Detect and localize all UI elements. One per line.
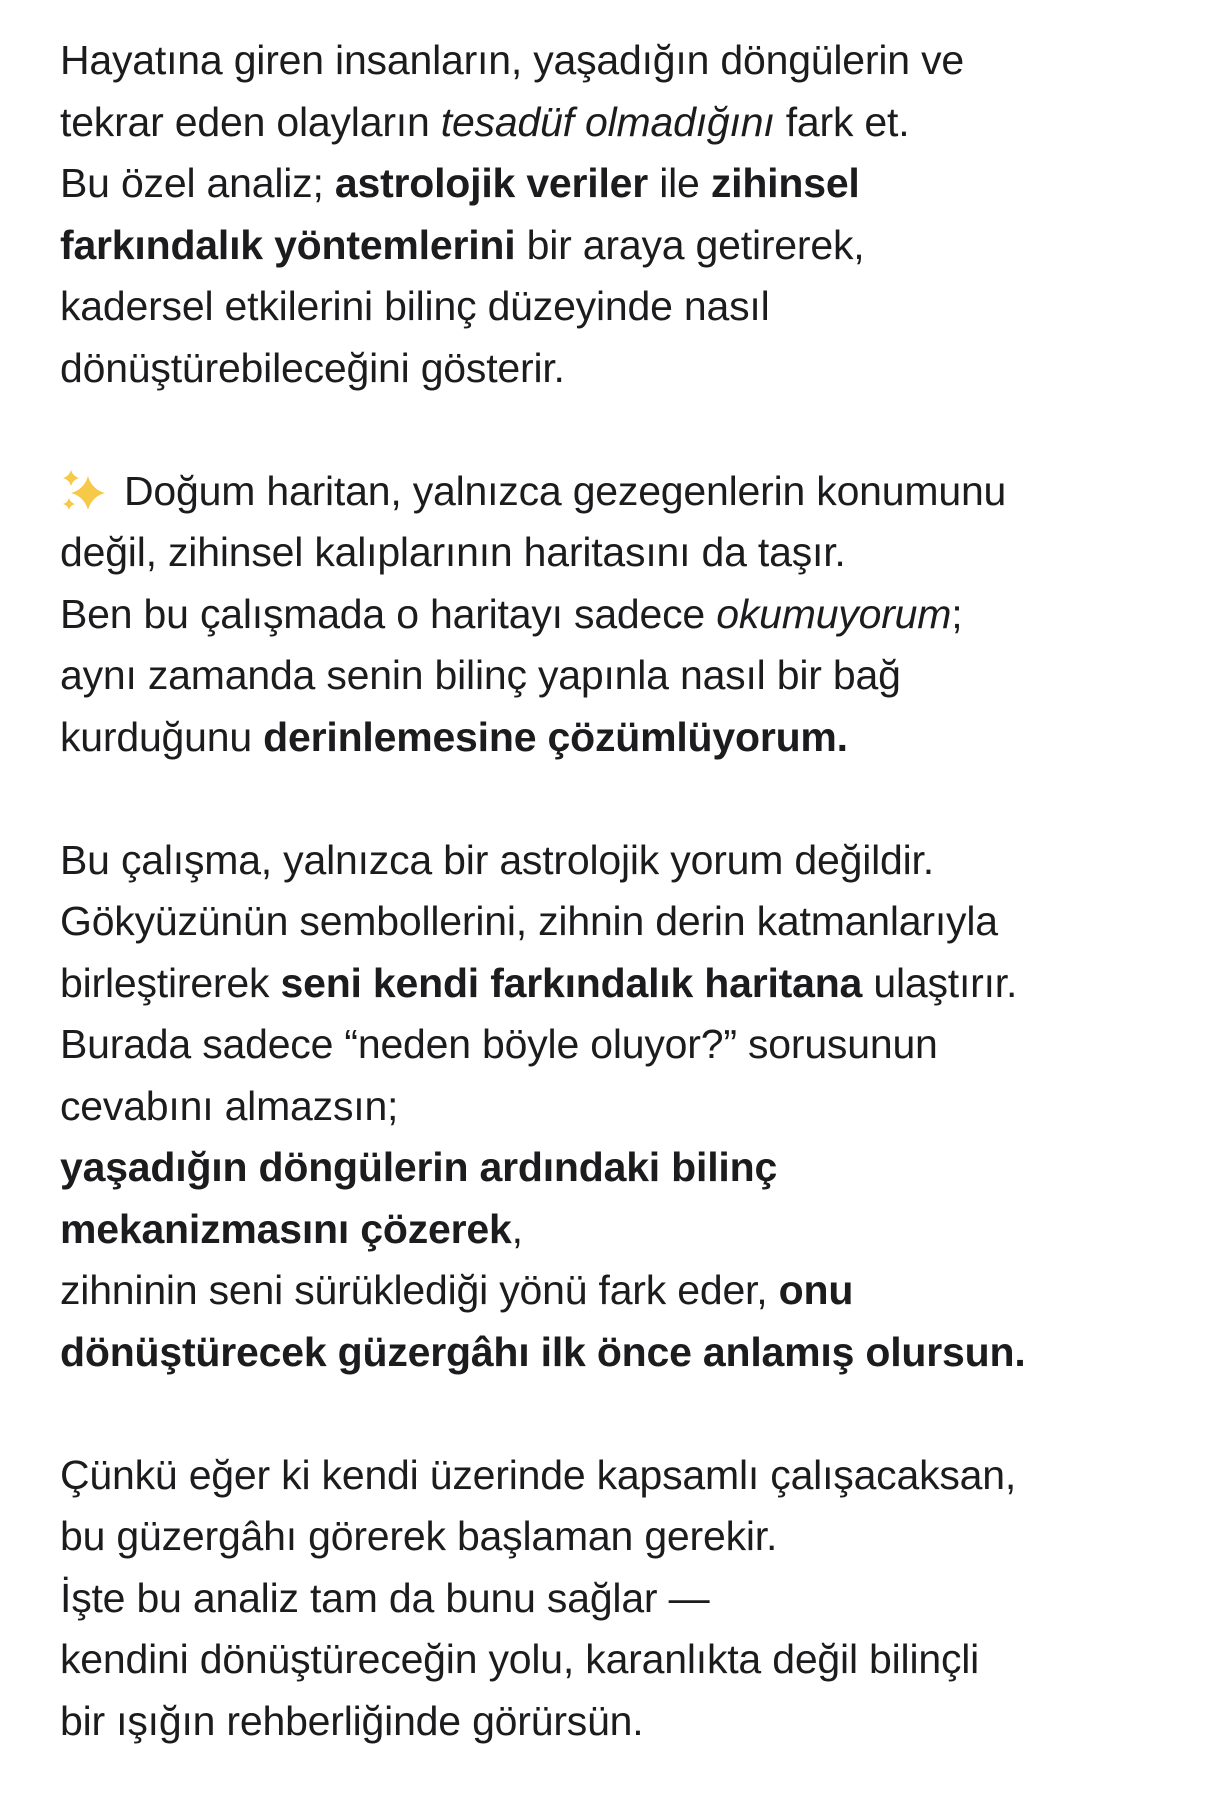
- text-line: [60, 92, 1170, 154]
- text-line: [60, 1322, 1170, 1384]
- text-line: [60, 1506, 1170, 1568]
- text-line: [60, 1076, 1170, 1138]
- text-line: [60, 338, 1170, 400]
- text-line: [60, 153, 1170, 215]
- text-line: [60, 953, 1170, 1015]
- paragraph: [60, 1445, 1170, 1753]
- text-line: [60, 215, 1170, 277]
- text-line: [60, 461, 1170, 523]
- paragraph: [60, 30, 1170, 399]
- text-line: [60, 522, 1170, 584]
- bold-text: onu: [778, 1267, 854, 1313]
- text-segment: Gökyüzünün sembollerini, zihnin derin katmanlarıyla: [60, 898, 998, 944]
- text-segment: kurduğunu: [60, 713, 264, 760]
- text-segment: dönüştürebileceğini gösterir.: [60, 344, 565, 391]
- bold-text: dönüştürecek güzergâhı ilk önce anlamış olursun.: [60, 1328, 1026, 1375]
- text-line: [60, 707, 1170, 769]
- text-segment: İşte bu analiz tam da bunu sağlar —: [60, 1574, 710, 1621]
- text-segment: Çünkü eğer ki kendi üzerinde kapsamlı çalışacaksan,: [60, 1451, 1017, 1498]
- text-segment: bu güzergâhı görerek başlaman gerekir.: [60, 1513, 778, 1559]
- text-line: [60, 1137, 1170, 1199]
- text-segment: ile: [648, 160, 711, 206]
- text-segment: aynı zamanda senin bilinç yapınla nasıl bir bağ: [60, 652, 901, 698]
- text-segment: Bu çalışma, yalnızca bir astrolojik yorum değildir.: [60, 836, 934, 883]
- bold-text: seni kendi farkındalık haritana: [280, 959, 863, 1006]
- text-line: [60, 645, 1170, 707]
- text-segment: bir araya getirerek,: [515, 221, 865, 268]
- text-segment: bir ışığın rehberliğinde görürsün.: [60, 1697, 644, 1744]
- text-segment: ulaştırır.: [862, 959, 1018, 1006]
- text-line: [60, 1629, 1170, 1691]
- text-segment: zihninin seni sürüklediği yönü fark eder,: [60, 1267, 779, 1313]
- paragraph: [60, 461, 1170, 769]
- text-line: [60, 891, 1170, 953]
- text-segment: tekrar eden olayların: [60, 98, 441, 145]
- italic-text: okumuyorum: [716, 590, 952, 637]
- text-segment: Ben bu çalışmada o haritayı sadece: [60, 590, 717, 637]
- text-segment: cevabını almazsın;: [60, 1082, 399, 1129]
- text-line: [60, 1691, 1170, 1753]
- sparkles-icon: [60, 469, 110, 509]
- text-segment: birleştirerek: [60, 959, 281, 1006]
- text-line: [60, 1014, 1170, 1076]
- bold-text: yaşadığın döngülerin ardındaki bilinç: [60, 1144, 778, 1190]
- text-line: [60, 584, 1170, 646]
- bold-text: farkındalık yöntemlerini: [60, 221, 516, 268]
- text-segment: kendini dönüştüreceğin yolu, karanlıkta değil bilinçli: [60, 1636, 980, 1682]
- bold-text: zihinsel: [710, 160, 860, 206]
- text-segment: değil, zihinsel kalıplarının haritasını da taşır.: [60, 529, 846, 575]
- text-segment: Doğum haritan, yalnızca gezegenlerin konumunu: [124, 467, 1007, 514]
- bold-text: mekanizmasını çözerek: [60, 1205, 512, 1252]
- text-line: [60, 830, 1170, 892]
- text-line: [60, 1260, 1170, 1322]
- text-segment: Hayatına giren insanların, yaşadığın döngülerin ve: [60, 37, 964, 83]
- text-segment: Burada sadece “neden böyle oluyor?” sorusunun: [60, 1021, 938, 1067]
- bold-text: astrolojik veriler: [334, 160, 649, 206]
- bold-text: derinlemesine çözümlüyorum.: [263, 713, 848, 760]
- paragraph: [60, 830, 1170, 1384]
- text-line: [60, 276, 1170, 338]
- text-segment: kadersel etkilerini bilinç düzeyinde nasıl: [60, 283, 770, 329]
- text-segment: Bu özel analiz;: [60, 160, 335, 206]
- document-body: [60, 30, 1170, 1752]
- text-segment: ;: [951, 590, 963, 637]
- italic-text: tesadüf olmadığını: [440, 98, 775, 145]
- text-segment: ,: [511, 1205, 523, 1252]
- text-line: [60, 30, 1170, 92]
- text-segment: fark et.: [774, 98, 910, 145]
- text-line: [60, 1199, 1170, 1261]
- text-line: [60, 1445, 1170, 1507]
- text-line: [60, 1568, 1170, 1630]
